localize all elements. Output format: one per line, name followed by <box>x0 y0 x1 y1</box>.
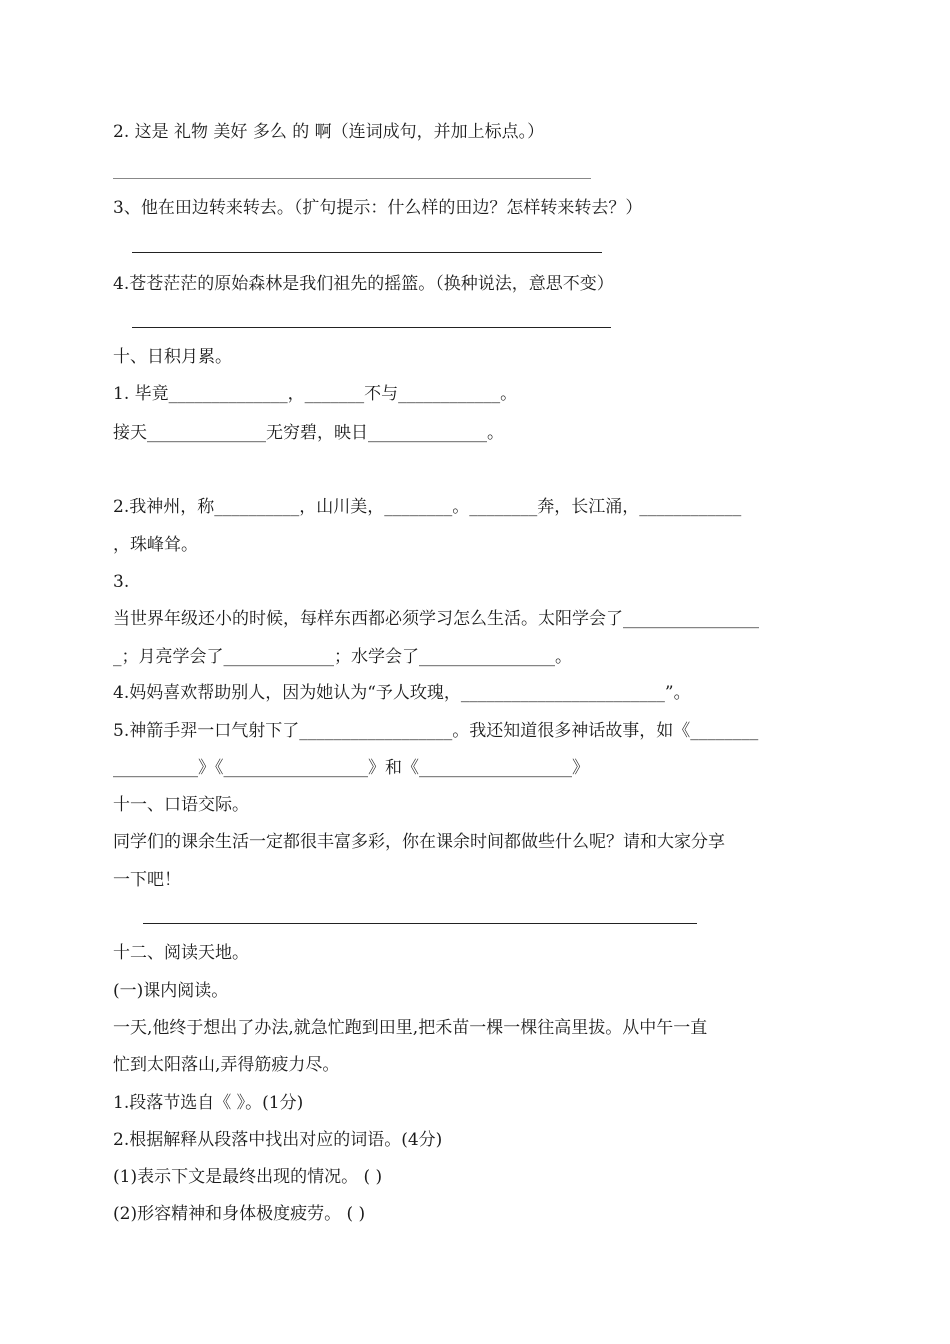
answer-line-9-4[interactable] <box>132 327 611 328</box>
question-10-2-line1: 2.我神州，称__________，山川美，________。________奔，长江涌，____________ <box>113 497 742 517</box>
reading-passage-line1: 一天,他终于想出了办法,就急忙跑到田里,把禾苗一棵一棵往高里拔。从中午一直 <box>113 1018 708 1038</box>
question-10-5-line2: __________》《_________________》和《__________________》 <box>113 758 589 778</box>
answer-line-11[interactable] <box>143 923 697 924</box>
question-10-4: 4.妈妈喜欢帮助别人，因为她认为“予人玫瑰，________________________”。 <box>113 683 691 703</box>
reading-question-1: 1.段落节选自《 》。(1分) <box>113 1093 304 1113</box>
question-10-3-number: 3. <box>113 572 130 592</box>
reading-passage-line2: 忙到太阳落山,弄得筋疲力尽。 <box>113 1055 340 1075</box>
oral-prompt-line1: 同学们的课余生活一定都很丰富多彩，你在课余时间都做些什么呢？请和大家分享 <box>113 832 725 852</box>
question-10-3-line2: _；月亮学会了_____________；水学会了________________。 <box>113 647 572 667</box>
question-10-5-line1: 5.神箭手羿一口气射下了__________________。我还知道很多神话故事，如《________ <box>113 721 759 741</box>
answer-line-9-2[interactable] <box>113 178 591 179</box>
question-9-3: 3、他在田边转来转去。（扩句提示：什么样的田边？怎样转来转去？） <box>113 198 643 218</box>
oral-prompt-line2: 一下吧！ <box>113 870 181 890</box>
question-10-1-line1: 1. 毕竟______________，_______不与____________。 <box>113 384 518 404</box>
reading-question-2-2: (2)形容精神和身体极度疲劳。 ( ) <box>113 1204 366 1224</box>
question-10-2-line2: ，珠峰耸。 <box>113 535 198 555</box>
reading-question-2-1: (1)表示下文是最终出现的情况。 ( ) <box>113 1167 383 1187</box>
answer-line-9-3[interactable] <box>132 252 602 253</box>
section-heading-12: 十二、阅读天地。 <box>113 943 249 963</box>
question-9-4: 4.苍苍茫茫的原始森林是我们祖先的摇篮。（换种说法，意思不变） <box>113 274 614 294</box>
section-heading-11: 十一、口语交际。 <box>113 795 249 815</box>
question-9-2: 2. 这是 礼物 美好 多么 的 啊（连词成句，并加上标点。） <box>113 122 545 142</box>
section-heading-10: 十、日积月累。 <box>113 347 232 367</box>
question-10-1-line2: 接天______________无穷碧，映日______________。 <box>113 423 504 443</box>
reading-subheading: (一)课内阅读。 <box>113 981 229 1001</box>
question-10-3-line1: 当世界年级还小的时候，每样东西都必须学习怎么生活。太阳学会了________________ <box>113 609 759 629</box>
reading-question-2: 2.根据解释从段落中找出对应的词语。(4分) <box>113 1130 443 1150</box>
